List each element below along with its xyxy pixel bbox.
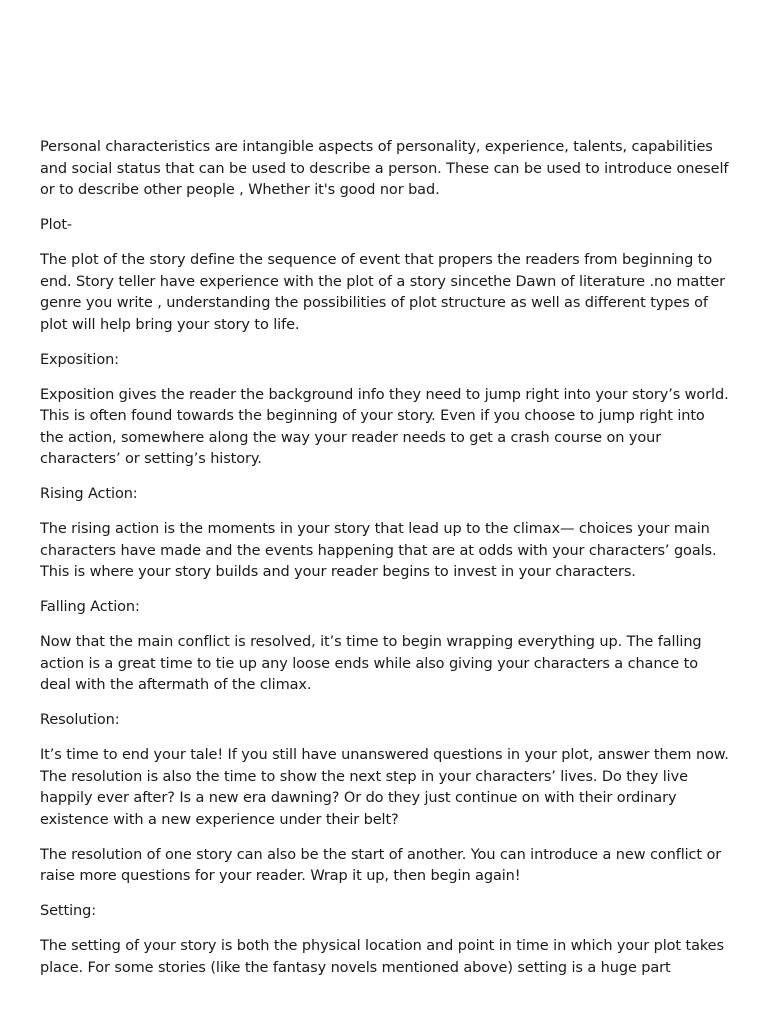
resolution-paragraph: It’s time to end your tale! If you still have unanswered questions in your plot, answer them now. The resolution is also the time to show the next step in your characters’ lives. Do they live happily ever after? Is a new era dawning? Or do they just continue on with their ordinary existence with a new experience under their belt?	[40, 747, 729, 828]
resolution-paragraph-2: The resolution of one story can also be the start of another. You can introduce a new conflict or raise more questions for your reader. Wrap it up, then begin again!	[40, 846, 722, 884]
setting-paragraph: The setting of your story is both the physical location and point in time in which your plot takes place. For some stories (like the fantasy novels mentioned above) setting is a huge part	[40, 938, 724, 976]
falling-action-heading: Falling Action:	[40, 599, 140, 615]
intro-paragraph: Personal characteristics are intangible aspects of personality, experience, talents, capabilities and social status that can be used to describe a person. These can be used to introduce oneself or to describe other people , Whether it's good nor bad.	[40, 139, 729, 198]
document-page	[40, 137, 732, 993]
resolution-heading: Resolution:	[40, 712, 120, 728]
plot-paragraph: The plot of the story define the sequence of event that propers the readers from beginning to end. Story teller have experience with the plot of a story sincethe Dawn of literature .no matter genre you write , understanding the possibilities of plot structure as well as different types of plot will help bring your story to life.	[40, 252, 726, 333]
plot-heading: Plot-	[40, 217, 73, 233]
exposition-paragraph: Exposition gives the reader the background info they need to jump right into your story’s world. This is often found towards the beginning of your story. Even if you choose to jump right into the action, somewhere along the way your reader needs to get a crash course on your characters’ or setting’s history.	[40, 386, 729, 467]
setting-heading: Setting:	[40, 903, 97, 919]
rising-action-heading: Rising Action:	[40, 486, 138, 502]
rising-action-paragraph: The rising action is the moments in your story that lead up to the climax— choices your main characters have made and the events happening that are at odds with your characters’ goals. This is where your story builds and your reader begins to invest in your characters.	[40, 521, 717, 580]
exposition-heading: Exposition:	[40, 351, 119, 368]
falling-action-paragraph: Now that the main conflict is resolved, it’s time to begin wrapping everything up. The falling action is a great time to tie up any loose ends while also giving your characters a chance to deal with the aftermath of the climax.	[40, 634, 702, 693]
